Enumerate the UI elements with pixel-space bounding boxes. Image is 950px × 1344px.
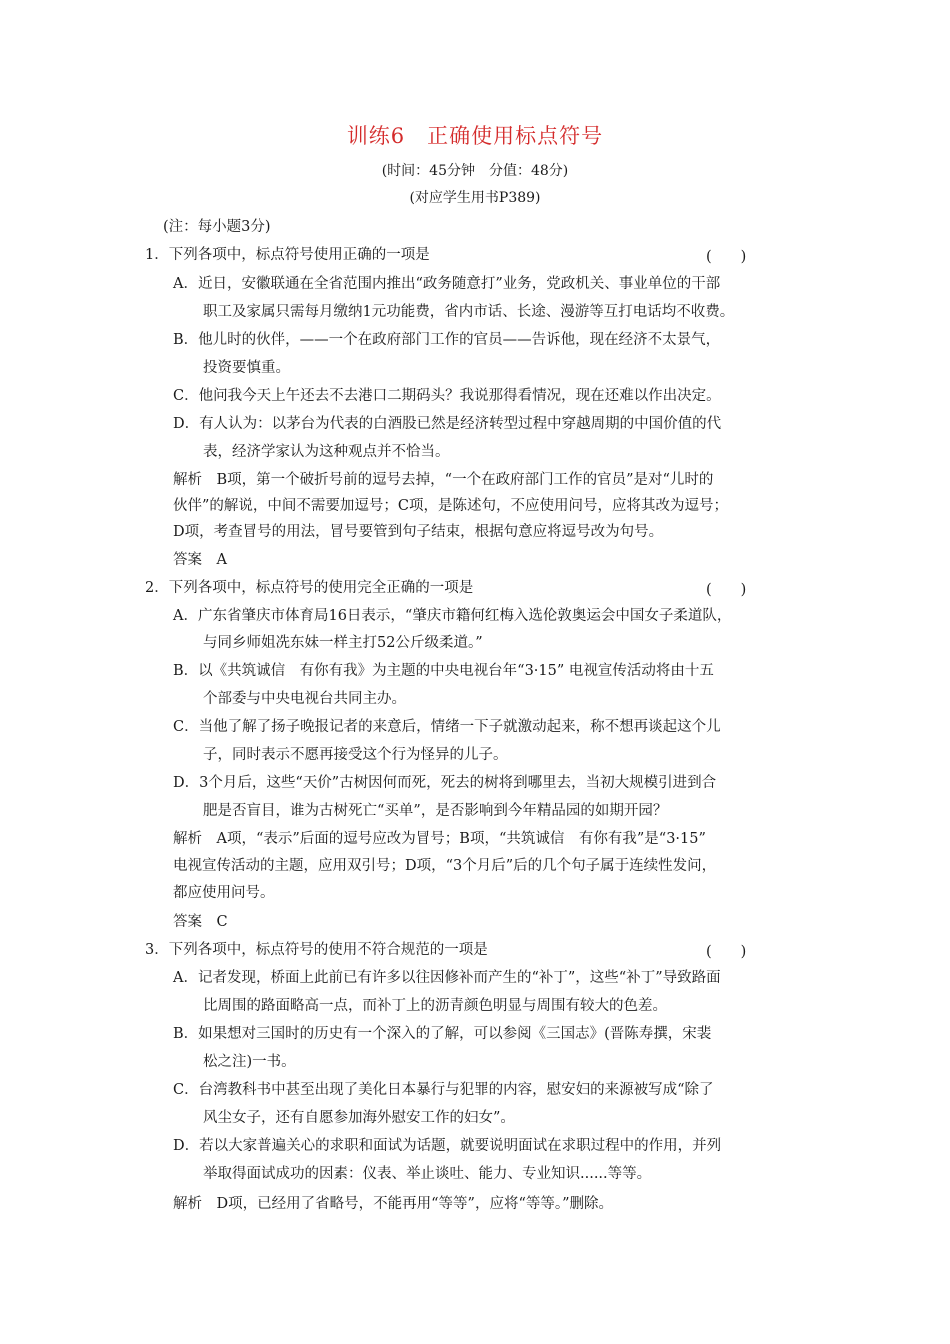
question-2-option-d-line-1: D．3个月后，这些“天价”古树因何而死，死去的树将到哪里去，当初大规模引进到合 bbox=[173, 775, 717, 791]
question-3-stem: 3．下列各项中，标点符号的使用不符合规范的一项是 bbox=[145, 942, 488, 958]
question-2-analysis-line-2: 电视宣传活动的主题，应用双引号；D项，“3个月后”后的几个句子属于连续性发问， bbox=[173, 858, 717, 874]
question-1-analysis-line-3: D项，考查冒号的用法，冒号要管到句子结束，根据句意应将逗号改为句号。 bbox=[173, 524, 664, 540]
question-1-stem: 1．下列各项中，标点符号使用正确的一项是 bbox=[145, 247, 430, 263]
question-1-option-b-line-2: 投资要慎重。 bbox=[203, 360, 290, 376]
question-1-analysis-line-2: 伙伴”的解说，中间不需要加逗号；C项，是陈述句，不应使用问号，应将其改为逗号； bbox=[173, 498, 729, 514]
question-3-analysis-line-1: 解析 D项，已经用了省略号，不能再用“等等”，应将“等等。”删除。 bbox=[173, 1196, 614, 1212]
question-2-answer-blank: ( ) bbox=[706, 582, 747, 598]
question-2-analysis-line-3: 都应使用问号。 bbox=[173, 885, 275, 901]
question-1-answer: 答案 A bbox=[173, 552, 227, 568]
question-1-option-a-line-2: 职工及家属只需每月缴纳1元功能费，省内市话、长途、漫游等互打电话均不收费。 bbox=[203, 304, 735, 320]
question-2-option-a-line-1: A．广东省肇庆市体育局16日表示，“肇庆市籍何红梅入选伦敦奥运会中国女子柔道队， bbox=[173, 608, 732, 624]
question-1-option-a-line-1: A．近日，安徽联通在全省范围内推出“政务随意打”业务，党政机关、事业单位的干部 bbox=[173, 276, 721, 292]
time-info: (时间：45分钟 分值：48分) bbox=[381, 163, 569, 179]
question-3-option-a-line-2: 比周围的路面略高一点，而补丁上的沥青颜色明显与周围有较大的色差。 bbox=[203, 998, 667, 1014]
question-3-option-d-line-1: D．若以大家普遍关心的求职和面试为话题，就要说明面试在求职过程中的作用，并列 bbox=[173, 1138, 722, 1154]
question-3-option-a-line-1: A．记者发现，桥面上此前已有许多以往因修补而产生的“补丁”，这些“补丁”导致路面 bbox=[173, 970, 721, 986]
question-1-analysis-line-1: 解析 B项，第一个破折号前的逗号去掉，“一个在政府部门工作的官员”是对“儿时的 bbox=[173, 472, 714, 488]
page-title: 训练6 正确使用标点符号 bbox=[346, 124, 604, 148]
question-2-option-c-line-1: C．当他了解了扬子晚报记者的来意后，情绪一下子就激动起来，称不想再谈起这个儿 bbox=[173, 719, 721, 735]
question-3-option-b-line-1: B．如果想对三国时的历史有一个深入的了解，可以参阅《三国志》(晋陈寿撰，宋裴 bbox=[173, 1026, 712, 1042]
question-2-option-b-line-2: 个部委与中央电视台共同主办。 bbox=[203, 691, 406, 707]
question-2-answer: 答案 C bbox=[173, 914, 228, 930]
question-3-answer-blank: ( ) bbox=[706, 944, 747, 960]
question-2-stem: 2．下列各项中，标点符号的使用完全正确的一项是 bbox=[145, 580, 474, 596]
question-1-option-b-line-1: B．他儿时的伙伴，——一个在政府部门工作的官员——告诉他，现在经济不太景气， bbox=[173, 332, 721, 348]
question-1-option-d-line-2: 表，经济学家认为这种观点并不恰当。 bbox=[203, 444, 450, 460]
question-1-option-d-line-1: D．有人认为：以茅台为代表的白酒股已然是经济转型过程中穿越周期的中国价值的代 bbox=[173, 416, 722, 432]
question-3-option-d-line-2: 举取得面试成功的因素：仪表、举止谈吐、能力、专业知识......等等。 bbox=[203, 1166, 652, 1182]
question-1-answer-blank: ( ) bbox=[706, 249, 747, 265]
question-2-option-a-line-2: 与同乡师姐冼东妹一样主打52公斤级柔道。” bbox=[203, 635, 483, 651]
question-2-option-c-line-2: 子，同时表示不愿再接受这个行为怪异的儿子。 bbox=[203, 747, 508, 763]
question-2-option-d-line-2: 肥是否盲目，谁为古树死亡“买单”，是否影响到今年精品园的如期开园？ bbox=[203, 803, 668, 819]
question-3-option-c-line-2: 风尘女子，还有自愿参加海外慰安工作的妇女”。 bbox=[203, 1110, 515, 1126]
question-3-option-b-line-2: 松之注)一书。 bbox=[203, 1054, 296, 1070]
question-2-analysis-line-1: 解析 A项，“表示”后面的逗号应改为冒号；B项，“共筑诚信 有你有我”是“3·15” bbox=[173, 831, 706, 847]
question-1-option-c: C．他问我今天上午还去不去港口二期码头？我说那得看情况，现在还难以作出决定。 bbox=[173, 388, 721, 404]
question-2-option-b-line-1: B．以《共筑诚信 有你有我》为主题的中央电视台年“3·15” 电视宣传活动将由十五 bbox=[173, 663, 714, 679]
book-reference: (对应学生用书P389) bbox=[409, 190, 541, 206]
question-3-option-c-line-1: C．台湾教科书中甚至出现了美化日本暴行与犯罪的内容，慰安妇的来源被写成“除了 bbox=[173, 1082, 714, 1098]
scoring-note: (注：每小题3分) bbox=[163, 219, 271, 235]
